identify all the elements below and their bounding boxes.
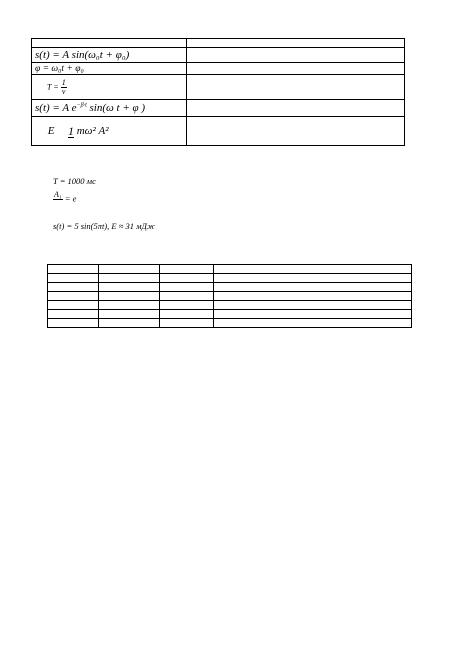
formula-row-damped [32, 100, 405, 117]
formula-damped [32, 100, 187, 117]
table-row [48, 319, 412, 328]
formula-cell [32, 39, 187, 48]
table-cell [99, 292, 160, 301]
table-cell [160, 319, 214, 328]
table-cell [48, 319, 99, 328]
period-result: T = 1000 мс [53, 176, 96, 186]
table-cell [48, 310, 99, 319]
formula-energy-prefix: E [47, 124, 55, 137]
table-cell [160, 292, 214, 301]
formula-energy-fraction [68, 125, 74, 138]
formula-harmonic: s(t) = A sin(ω₀t + φ₀) [32, 48, 187, 63]
table-cell [214, 274, 412, 283]
ratio-fraction [53, 191, 63, 208]
table-cell [214, 301, 412, 310]
fraction-numerator: 1 [61, 77, 66, 87]
table-cell [214, 310, 412, 319]
signal-result: s(t) = 5 sin(5πt), E ≈ 31 мДж [53, 221, 155, 231]
table-row [48, 292, 412, 301]
table-row [48, 274, 412, 283]
table-row [48, 265, 412, 274]
formula-table-header-row [32, 39, 405, 48]
formula-energy [32, 117, 187, 146]
formula-row-period [32, 75, 405, 100]
formula-damped-exponent: −β·t [76, 102, 87, 109]
table-cell [160, 283, 214, 292]
description-cell [187, 117, 405, 146]
table-cell [48, 301, 99, 310]
data-table [47, 264, 412, 328]
amplitude-ratio [53, 191, 76, 208]
formula-table [31, 38, 405, 146]
table-cell [214, 283, 412, 292]
table-cell [99, 274, 160, 283]
description-cell [187, 63, 405, 75]
fraction-numerator: 1 [67, 123, 74, 138]
ratio-result: = e [64, 193, 77, 204]
description-cell [187, 75, 405, 100]
ratio-numerator: A₁ [54, 190, 62, 199]
formula-period-prefix: T = [47, 81, 59, 91]
formula-energy-tail: mω² A² [76, 124, 109, 137]
description-cell [187, 39, 405, 48]
table-cell [99, 310, 160, 319]
fraction-denominator: ν [61, 86, 66, 96]
formula-period-fraction [61, 79, 67, 96]
formula-damped-main: s(t) = A e [35, 102, 77, 114]
table-cell [160, 274, 214, 283]
table-cell [160, 265, 214, 274]
description-cell [187, 48, 405, 63]
table-cell [99, 319, 160, 328]
table-row [48, 283, 412, 292]
table-cell [214, 265, 412, 274]
table-row [48, 301, 412, 310]
table-cell [99, 301, 160, 310]
table-cell [160, 301, 214, 310]
table-cell [48, 274, 99, 283]
description-cell [187, 100, 405, 117]
table-cell [214, 292, 412, 301]
table-cell [160, 310, 214, 319]
table-cell [48, 292, 99, 301]
formula-row-harmonic [32, 48, 405, 63]
table-cell [99, 283, 160, 292]
table-cell [48, 265, 99, 274]
table-row [48, 310, 412, 319]
formula-phase: φ = ω₀t + φ₀ [32, 63, 187, 75]
formula-period [32, 75, 187, 100]
table-cell [99, 265, 160, 274]
table-cell [48, 283, 99, 292]
formula-row-energy [32, 117, 405, 146]
formula-damped-tail: sin(ω t + φ ) [86, 102, 146, 114]
table-cell [214, 319, 412, 328]
formula-row-phase [32, 63, 405, 75]
